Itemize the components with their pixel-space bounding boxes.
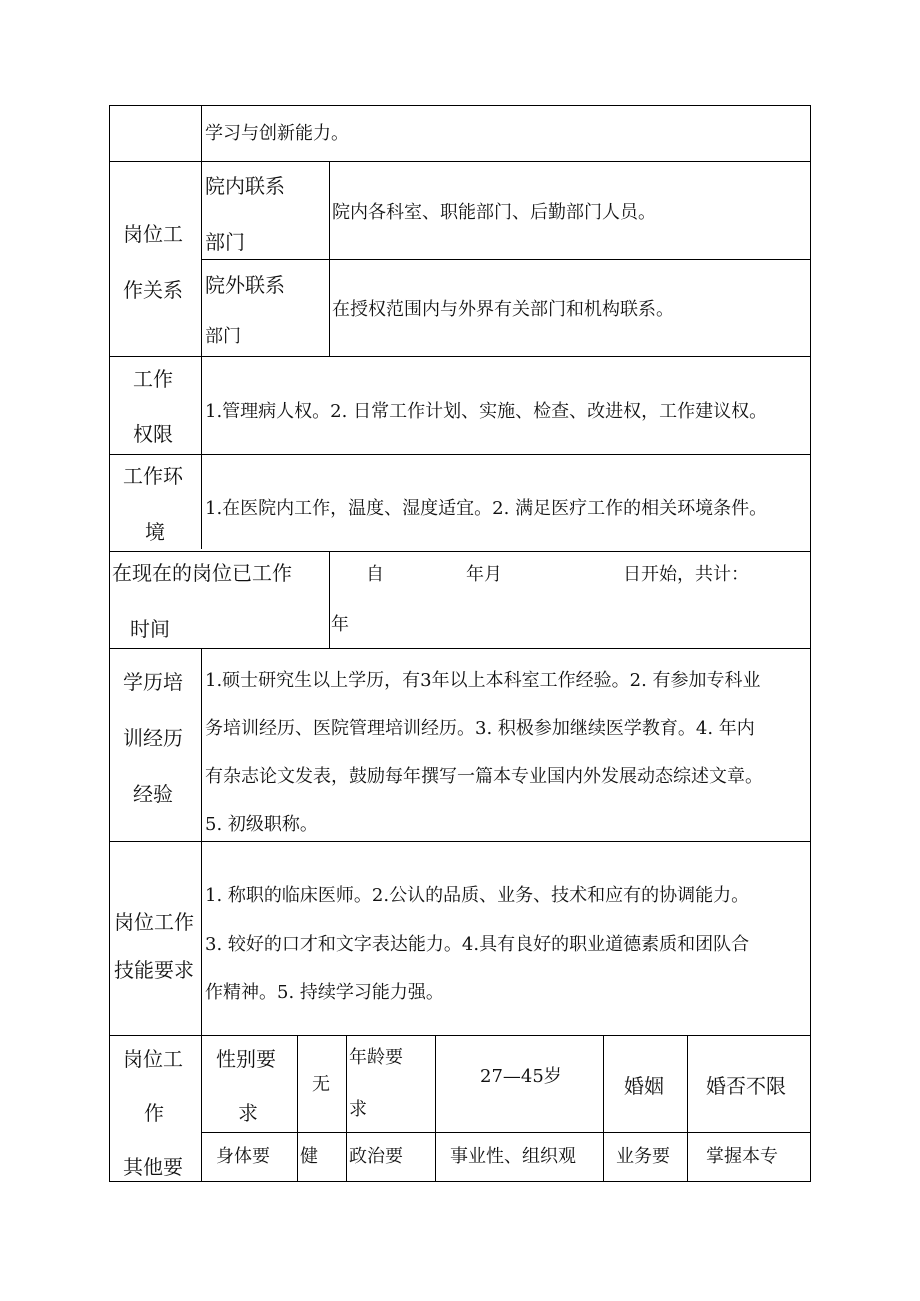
column-divider <box>329 551 330 648</box>
marriage-label: 婚姻 <box>624 1074 664 1098</box>
row-divider <box>110 841 810 842</box>
internal-contact-text: 院内各科室、职能部门、后勤部门人员。 <box>332 202 656 223</box>
politics-value: 事业性、组织观 <box>450 1146 576 1167</box>
column-divider <box>329 161 330 356</box>
environment-label: 工作环 <box>123 464 183 488</box>
education-text-line: 1.硕士研究生以上学历，有3年以上本科室工作经验。2. 有参加专科业 <box>205 670 761 691</box>
skills-label: 岗位工作 <box>114 910 194 934</box>
environment-text: 1.在医院内工作，温度、湿度适宜。2. 满足医疗工作的相关环境条件。 <box>205 498 768 519</box>
other-requirements-label: 作 <box>144 1101 164 1125</box>
education-text-line: 务培训经历、医院管理培训经历。3. 积极参加继续医学教育。4. 年内 <box>205 718 755 739</box>
column-divider <box>297 1035 298 1181</box>
column-divider <box>435 1035 436 1181</box>
gender-label: 求 <box>238 1101 258 1125</box>
row-divider <box>110 161 810 162</box>
environment-label: 境 <box>145 520 165 544</box>
job-description-table <box>109 105 811 1182</box>
health-label: 身体要 <box>216 1146 270 1167</box>
skills-text-line: 3. 较好的口才和文字表达能力。4.具有良好的职业道德素质和团队合 <box>205 934 750 955</box>
continued-text: 学习与创新能力。 <box>205 123 349 144</box>
row-divider <box>110 1035 810 1036</box>
column-divider <box>346 1035 347 1181</box>
row-divider <box>202 259 810 260</box>
age-value: 27—45岁 <box>480 1066 562 1087</box>
other-requirements-label: 其他要 <box>123 1155 183 1179</box>
age-label: 求 <box>349 1099 367 1120</box>
tenure-year-month: 年月 <box>466 564 502 585</box>
skills-text-line: 作精神。5. 持续学习能力强。 <box>205 982 444 1003</box>
other-requirements-label: 岗位工 <box>123 1047 183 1071</box>
relations-label: 作关系 <box>123 278 183 302</box>
business-value: 掌握本专 <box>706 1146 778 1167</box>
education-label: 经验 <box>133 782 173 806</box>
column-divider <box>603 1035 604 1181</box>
external-contact-text: 在授权范围内与外界有关部门和机构联系。 <box>332 299 674 320</box>
business-label: 业务要 <box>616 1146 670 1167</box>
tenure-year: 年 <box>331 614 349 635</box>
external-contact-label: 院外联系 <box>205 273 285 297</box>
row-divider <box>110 648 810 649</box>
row-divider <box>110 356 810 357</box>
marriage-value: 婚否不限 <box>706 1074 786 1098</box>
internal-contact-label: 院内联系 <box>205 174 285 198</box>
tenure-label: 时间 <box>130 617 170 641</box>
row-divider <box>110 454 810 455</box>
gender-label: 性别要 <box>216 1047 276 1071</box>
authority-label: 工作 <box>133 367 173 391</box>
row-divider <box>110 551 810 552</box>
skills-text-line: 1. 称职的临床医师。2.公认的品质、业务、技术和应有的协调能力。 <box>205 885 750 906</box>
column-divider <box>201 648 202 1181</box>
row-divider <box>202 1132 810 1133</box>
relations-label: 岗位工 <box>123 222 183 246</box>
politics-label: 政治要 <box>349 1146 403 1167</box>
tenure-from: 自 <box>366 564 384 585</box>
age-label: 年龄要 <box>349 1047 403 1068</box>
tenure-day-total: 日开始，共计： <box>623 564 749 585</box>
education-text-line: 有杂志论文发表，鼓励每年撰写一篇本专业国内外发展动态综述文章。 <box>205 766 763 787</box>
education-text-line: 5. 初级职称。 <box>205 814 318 835</box>
health-value: 健 <box>300 1146 318 1167</box>
skills-label: 技能要求 <box>114 958 194 982</box>
education-label: 学历培 <box>123 670 183 694</box>
authority-label: 权限 <box>133 422 173 446</box>
education-label: 训经历 <box>123 726 183 750</box>
tenure-label: 在现在的岗位已工作 <box>112 561 292 585</box>
authority-text: 1.管理病人权。2. 日常工作计划、实施、检查、改进权，工作建议权。 <box>205 401 768 422</box>
internal-contact-label: 部门 <box>205 230 245 254</box>
gender-value: 无 <box>312 1074 330 1095</box>
external-contact-label: 部门 <box>205 326 241 347</box>
column-divider <box>201 106 202 549</box>
column-divider <box>687 1035 688 1181</box>
